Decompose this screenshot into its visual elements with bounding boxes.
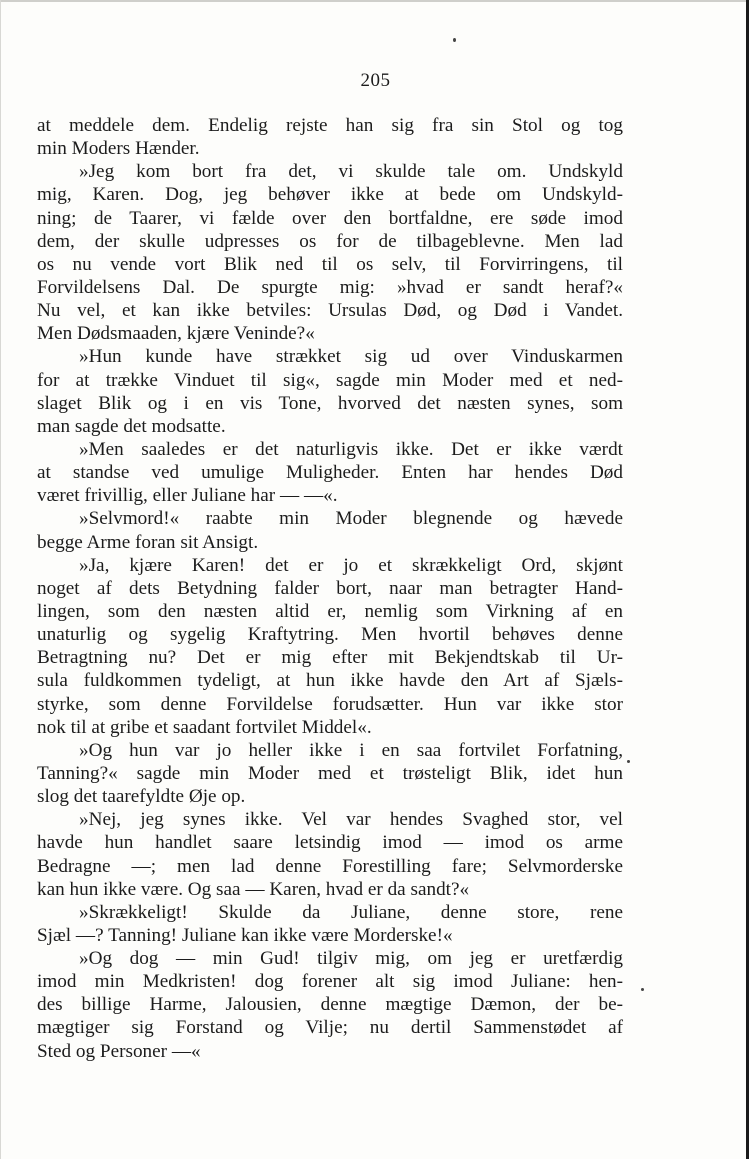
text-line: »Jeg kom bort fra det, vi skulde tale om. Undskyld — [79, 161, 623, 183]
text-line: at standse ved umulige Muligheder. Enten har hendes Død — [37, 462, 623, 484]
text-line: »Selvmord!« raabte min Moder blegnende og hævede — [79, 508, 623, 530]
text-line: Nu vel, et kan ikke betviles: Ursulas Død, og Død i Vandet. — [37, 300, 623, 322]
text-line: »Og hun var jo heller ikke i en saa fortvilet Forfatning, — [79, 739, 623, 761]
text-line: Betragtning nu? Det er mig efter mit Bekjendtskab til Ur- — [37, 647, 623, 669]
text-line: at meddele dem. Endelig rejste han sig fra sin Stol og tog — [37, 115, 623, 136]
text-line: unaturlig og sygelig Kraftytring. Men hvortil behøves denne — [37, 624, 623, 646]
text-line: været frivillig, eller Juliane har — —«. — [37, 485, 338, 507]
paragraph — [37, 554, 623, 739]
paragraph — [37, 808, 623, 901]
text-line: noget af dets Betydning falder bort, naar man betragter Hand- — [37, 577, 623, 599]
text-line: slog det taarefyldte Øje op. — [37, 786, 246, 808]
text-line: kan hun ikke være. Og saa — Karen, hvad er da sandt?« — [37, 878, 470, 900]
paragraph — [37, 901, 623, 947]
text-line: man sagde det modsatte. — [37, 415, 226, 437]
text-line: min Moders Hænder. — [37, 138, 200, 160]
paragraph — [37, 345, 623, 438]
text-line: os nu vende vort Blik ned til os selv, til Forvirringens, til — [37, 253, 623, 275]
text-line: Men Dødsmaaden, kjære Veninde?« — [37, 323, 315, 345]
text-line: for at trække Vinduet til sig«, sagde min Moder med et ned- — [37, 369, 623, 391]
text-line: »Og dog — min Gud! tilgiv mig, om jeg er uretfærdig — [79, 948, 623, 970]
text-line: Forvildelsens Dal. De spurgte mig: »hvad er sandt heraf?« — [37, 276, 623, 298]
page-top-edge — [1, 0, 749, 2]
text-line: havde hun handlet saare letsindig imod — imod os arme — [37, 832, 623, 854]
paragraph — [37, 438, 623, 507]
paragraph — [37, 507, 623, 553]
print-speck — [627, 760, 630, 763]
text-line: nok til at gribe et saadant fortvilet Middel«. — [37, 716, 372, 738]
text-line: »Hun kunde have strækket sig ud over Vinduskarmen — [79, 346, 623, 368]
text-line: begge Arme foran sit Ansigt. — [37, 531, 259, 553]
text-line: »Nej, jeg synes ikke. Vel var hendes Svaghed stor, vel — [79, 809, 623, 831]
text-line: Tanning?« sagde min Moder med et trøsteligt Blik, idet hun — [37, 762, 623, 784]
paragraph — [37, 160, 623, 345]
page-number: 205 — [360, 70, 391, 91]
text-line: slaget Blik og i en vis Tone, hvorved det næsten synes, som — [37, 392, 623, 414]
print-speck — [641, 988, 644, 991]
body-text — [37, 114, 623, 1063]
text-line: »Ja, kjære Karen! det er jo et skrækkeligt Ord, skjønt — [79, 554, 623, 576]
text-line: styrke, som denne Forvildelse forudsætter. Hun var ikke stor — [37, 693, 623, 715]
text-line: lingen, som den næsten altid er, nemlig som Virkning af en — [37, 600, 623, 622]
text-line: ning; de Taarer, vi fælde over den bortfaldne, ere søde imod — [37, 207, 623, 229]
text-line: »Men saaledes er det naturligvis ikke. Det er ikke værdt — [79, 438, 623, 460]
text-line: imod min Medkristen! dog forener alt sig imod Juliane: hen- — [37, 971, 623, 993]
paragraph — [37, 114, 623, 160]
text-line: mig, Karen. Dog, jeg behøver ikke at bede om Undskyld- — [37, 184, 623, 206]
print-speck — [453, 38, 456, 42]
text-line: mægtiger sig Forstand og Vilje; nu dertil Sammenstødet af — [37, 1017, 623, 1039]
text-line: Bedragne —; men lad denne Forestilling fare; Selvmorderske — [37, 855, 623, 877]
text-line: Sjæl —? Tanning! Juliane kan ikke være Morderske!« — [37, 924, 453, 946]
text-line: sula fuldkommen tydeligt, at hun ikke havde den Art af Sjæls- — [37, 670, 623, 692]
paragraph — [37, 947, 623, 1063]
text-line: Sted og Personer —« — [37, 1040, 201, 1062]
paragraph — [37, 739, 623, 808]
text-line: »Skrækkeligt! Skulde da Juliane, denne store, rene — [79, 901, 623, 923]
text-line: dem, der skulle udpresses os for de tilbageblevne. Men lad — [37, 230, 623, 252]
text-line: des billige Harme, Jalousien, denne mægtige Dæmon, der be- — [37, 994, 623, 1016]
